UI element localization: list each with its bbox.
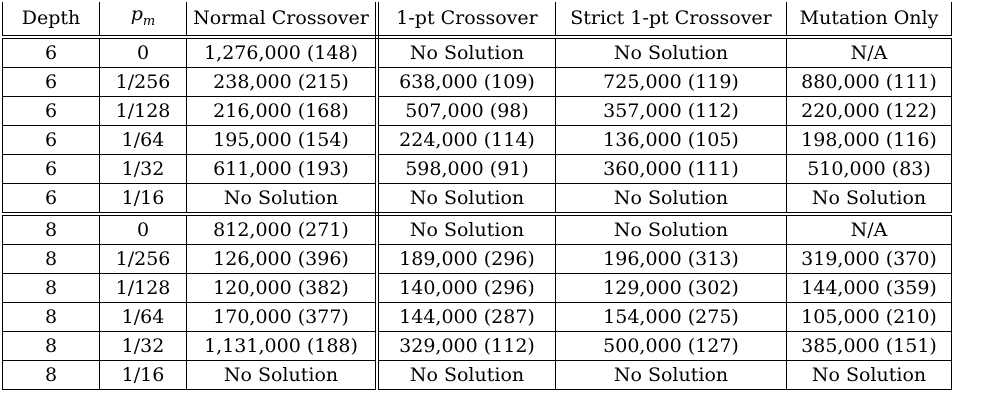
cell-normal-crossover: 126,000 (396)	[187, 245, 378, 274]
table-row	[3, 274, 952, 303]
cell-depth: 8	[3, 245, 100, 274]
table-body	[3, 37, 952, 390]
table-row	[3, 37, 952, 68]
cell-depth: 8	[3, 332, 100, 361]
cell-normal-crossover: 611,000 (193)	[187, 155, 378, 184]
cell-strict-1pt-crossover: No Solution	[556, 361, 787, 390]
header-pm: $p_m$	[100, 1, 187, 38]
header-depth: Depth	[3, 1, 100, 38]
cell-strict-1pt-crossover: 136,000 (105)	[556, 126, 787, 155]
top-clip	[2, 0, 1008, 2]
cell-pm: 1/64	[100, 303, 187, 332]
cell-1pt-crossover: 329,000 (112)	[377, 332, 556, 361]
cell-pm: 1/256	[100, 245, 187, 274]
cell-1pt-crossover: No Solution	[377, 37, 556, 68]
cell-mutation-only: 319,000 (370)	[787, 245, 952, 274]
table-row	[3, 332, 952, 361]
cell-1pt-crossover: 140,000 (296)	[377, 274, 556, 303]
cell-mutation-only: No Solution	[787, 184, 952, 215]
table-row	[3, 214, 952, 245]
cell-mutation-only: 144,000 (359)	[787, 274, 952, 303]
cell-normal-crossover: 170,000 (377)	[187, 303, 378, 332]
cell-mutation-only: N/A	[787, 37, 952, 68]
table-row	[3, 361, 952, 390]
cell-depth: 8	[3, 361, 100, 390]
header-1pt-crossover: 1-pt Crossover	[377, 1, 556, 38]
cell-depth: 6	[3, 37, 100, 68]
cell-normal-crossover: 238,000 (215)	[187, 68, 378, 97]
cell-depth: 6	[3, 184, 100, 215]
cell-strict-1pt-crossover: 357,000 (112)	[556, 97, 787, 126]
header-mutation-only: Mutation Only	[787, 1, 952, 38]
header-strict-1pt-crossover: Strict 1-pt Crossover	[556, 1, 787, 38]
cell-strict-1pt-crossover: 129,000 (302)	[556, 274, 787, 303]
cell-normal-crossover: 812,000 (271)	[187, 214, 378, 245]
cell-1pt-crossover: 598,000 (91)	[377, 155, 556, 184]
cell-depth: 6	[3, 126, 100, 155]
cell-pm: 1/32	[100, 332, 187, 361]
cell-depth: 6	[3, 68, 100, 97]
cell-mutation-only: N/A	[787, 214, 952, 245]
cell-pm: 1/64	[100, 126, 187, 155]
cell-mutation-only: No Solution	[787, 361, 952, 390]
table-row	[3, 303, 952, 332]
cell-depth: 8	[3, 214, 100, 245]
cell-pm: 1/128	[100, 97, 187, 126]
cell-pm: 0	[100, 37, 187, 68]
cell-depth: 8	[3, 303, 100, 332]
cell-pm: 1/32	[100, 155, 187, 184]
cell-1pt-crossover: No Solution	[377, 361, 556, 390]
cell-mutation-only: 220,000 (122)	[787, 97, 952, 126]
cell-mutation-only: 510,000 (83)	[787, 155, 952, 184]
cell-normal-crossover: 120,000 (382)	[187, 274, 378, 303]
cell-pm: 0	[100, 214, 187, 245]
cell-strict-1pt-crossover: 500,000 (127)	[556, 332, 787, 361]
header-row	[3, 1, 952, 38]
table-row	[3, 97, 952, 126]
cell-depth: 8	[3, 274, 100, 303]
cell-1pt-crossover: 144,000 (287)	[377, 303, 556, 332]
cell-mutation-only: 198,000 (116)	[787, 126, 952, 155]
cell-1pt-crossover: 189,000 (296)	[377, 245, 556, 274]
results-table-container	[2, 0, 952, 390]
cell-1pt-crossover: No Solution	[377, 214, 556, 245]
cell-pm: 1/256	[100, 68, 187, 97]
table-row	[3, 126, 952, 155]
cell-normal-crossover: 195,000 (154)	[187, 126, 378, 155]
table-row	[3, 245, 952, 274]
cell-strict-1pt-crossover: 360,000 (111)	[556, 155, 787, 184]
cell-mutation-only: 880,000 (111)	[787, 68, 952, 97]
cell-mutation-only: 105,000 (210)	[787, 303, 952, 332]
cell-strict-1pt-crossover: No Solution	[556, 214, 787, 245]
results-table	[2, 0, 952, 390]
cell-strict-1pt-crossover: 196,000 (313)	[556, 245, 787, 274]
cell-normal-crossover: 1,131,000 (188)	[187, 332, 378, 361]
cell-1pt-crossover: 507,000 (98)	[377, 97, 556, 126]
cell-pm: 1/16	[100, 184, 187, 215]
cell-strict-1pt-crossover: 154,000 (275)	[556, 303, 787, 332]
cell-1pt-crossover: 638,000 (109)	[377, 68, 556, 97]
table-row	[3, 155, 952, 184]
cell-mutation-only: 385,000 (151)	[787, 332, 952, 361]
cell-normal-crossover: No Solution	[187, 184, 378, 215]
cell-normal-crossover: 216,000 (168)	[187, 97, 378, 126]
table-row	[3, 184, 952, 215]
cell-pm: 1/16	[100, 361, 187, 390]
cell-depth: 6	[3, 155, 100, 184]
cell-strict-1pt-crossover: 725,000 (119)	[556, 68, 787, 97]
header-normal-crossover: Normal Crossover	[187, 1, 378, 38]
cell-normal-crossover: No Solution	[187, 361, 378, 390]
cell-pm: 1/128	[100, 274, 187, 303]
cell-strict-1pt-crossover: No Solution	[556, 37, 787, 68]
table-row	[3, 68, 952, 97]
cell-depth: 6	[3, 97, 100, 126]
cell-1pt-crossover: 224,000 (114)	[377, 126, 556, 155]
cell-normal-crossover: 1,276,000 (148)	[187, 37, 378, 68]
cell-1pt-crossover: No Solution	[377, 184, 556, 215]
cell-strict-1pt-crossover: No Solution	[556, 184, 787, 215]
